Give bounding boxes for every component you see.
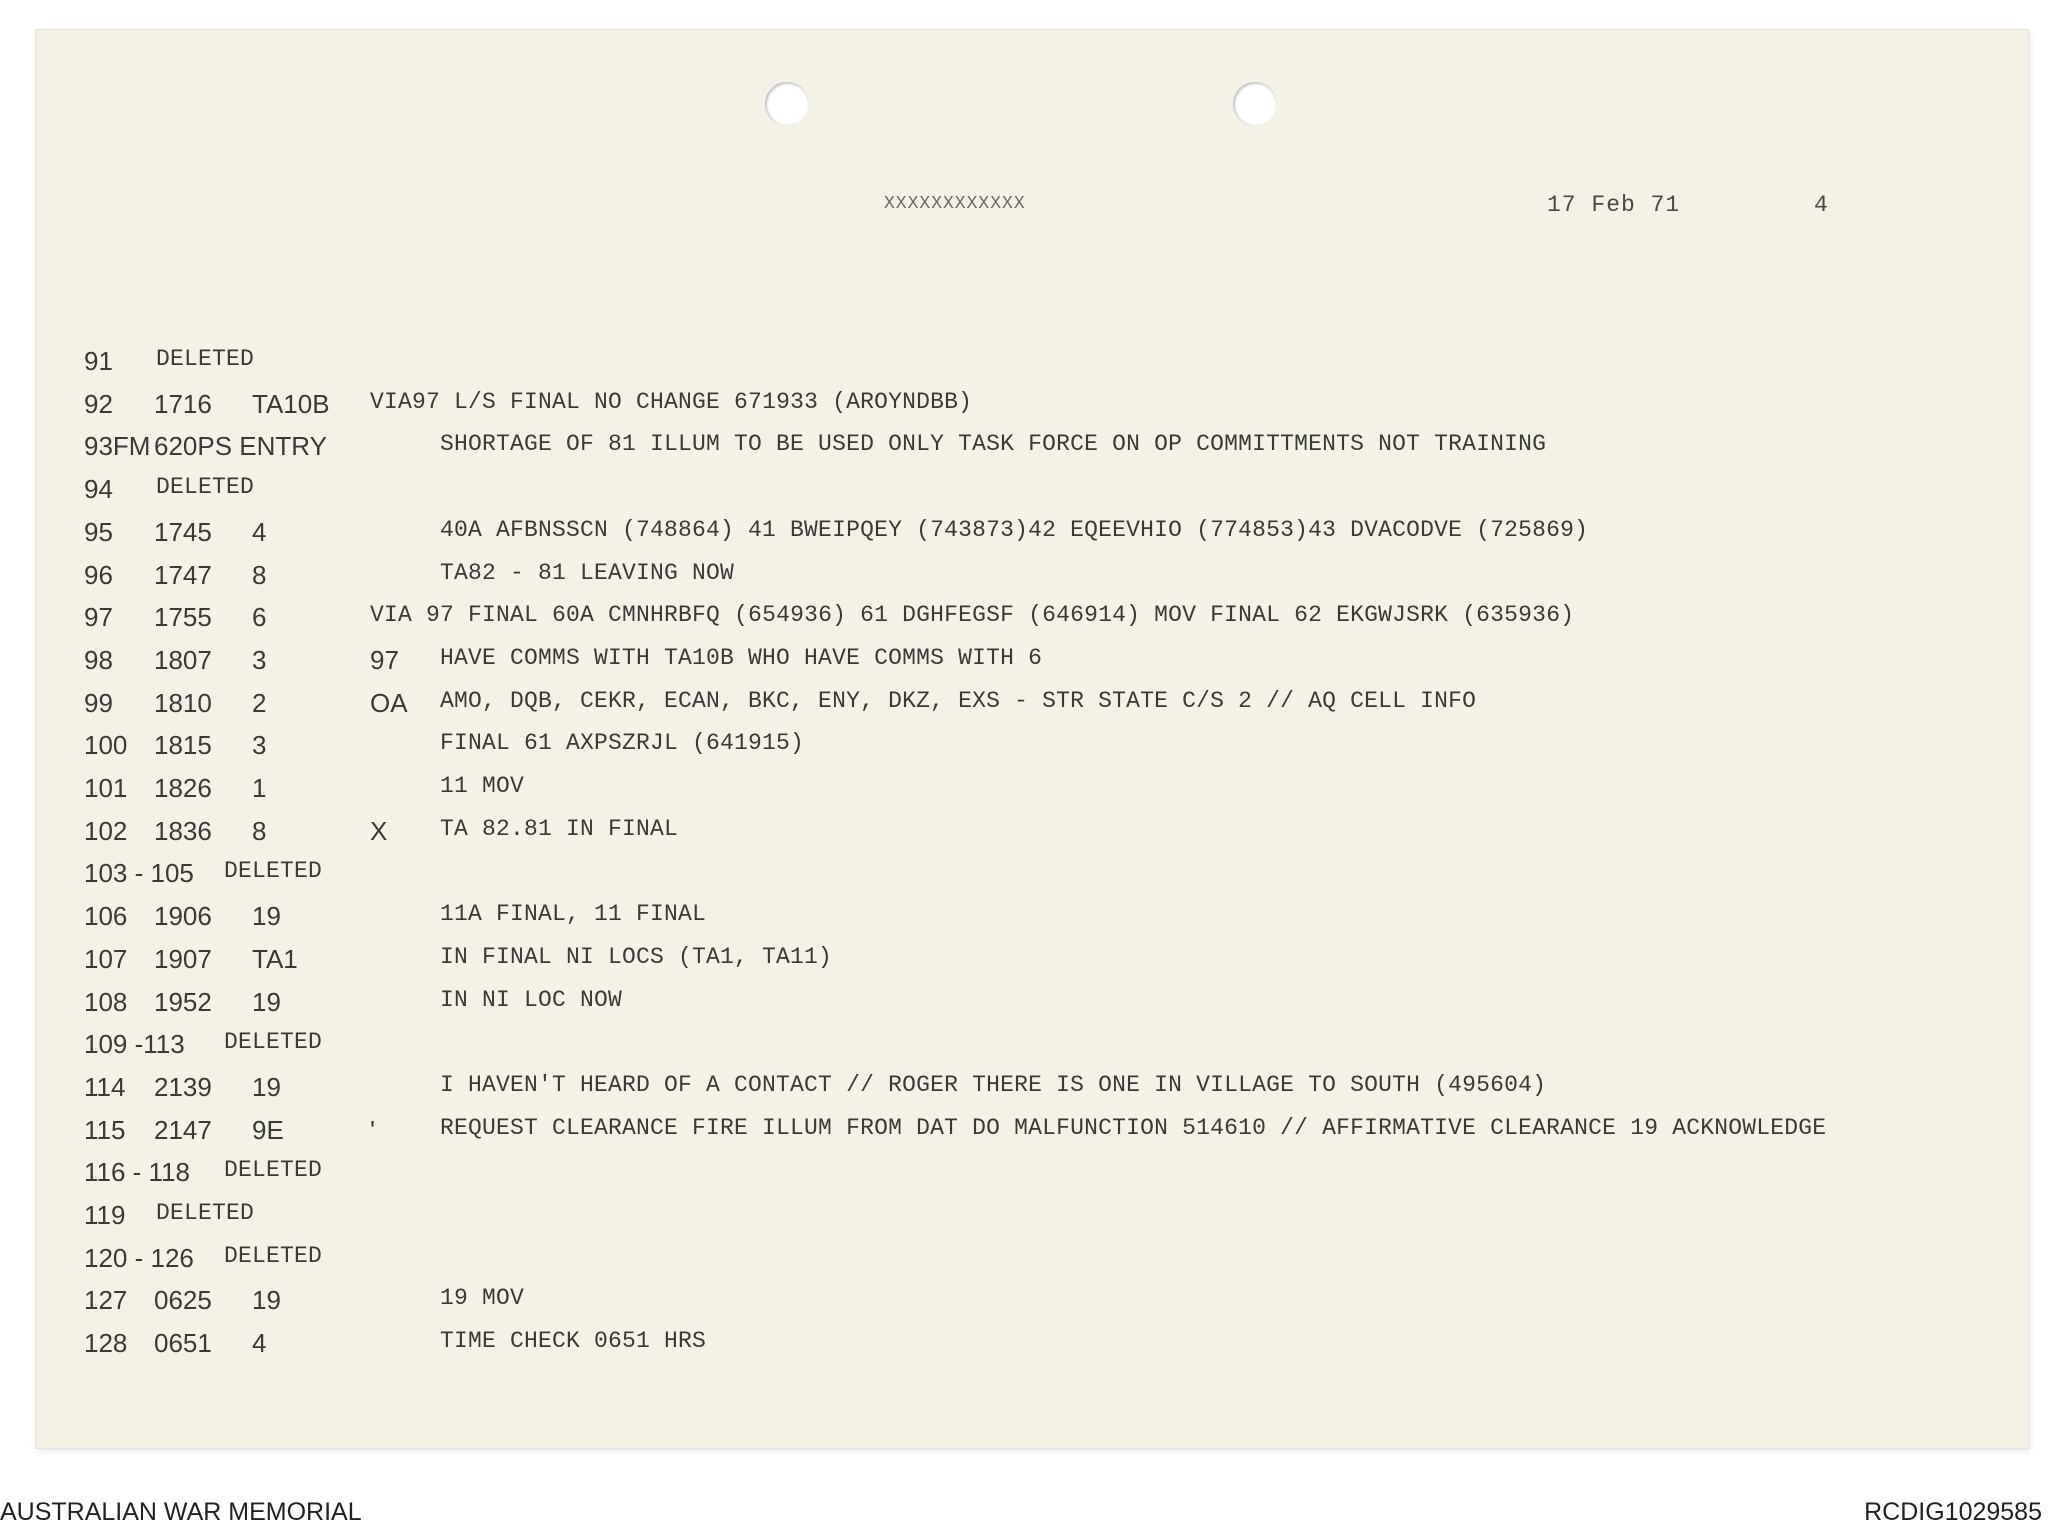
serial-number: 108 [84, 987, 128, 1017]
log-row [36, 517, 2028, 551]
serial-number: 99 [84, 688, 113, 718]
entry-text: SHORTAGE OF 81 ILLUM TO BE USED ONLY TASK FORCE ON OP COMMITTMENTS NOT TRAINING [440, 431, 1547, 457]
log-row [36, 346, 2028, 380]
serial-number: 102 [84, 816, 128, 846]
time-group: 1815 [154, 730, 212, 760]
time-group: 1826 [154, 773, 212, 803]
station: 3 [252, 730, 267, 760]
time-group: 2147 [154, 1115, 212, 1145]
log-row [36, 1200, 2028, 1234]
entry-text: TA 82.81 IN FINAL [440, 816, 679, 842]
entry-text: 19 MOV [440, 1285, 525, 1311]
entry-text: 11A FINAL, 11 FINAL [440, 901, 707, 927]
station: 4 [252, 1328, 267, 1358]
station: 8 [252, 560, 267, 590]
serial-number: 106 [84, 901, 128, 931]
footer-left: AUSTRALIAN WAR MEMORIAL [0, 1498, 362, 1526]
log-row [36, 688, 2028, 722]
time-group: 1807 [154, 645, 212, 675]
log-row [36, 1243, 2028, 1277]
time-group: 1836 [154, 816, 212, 846]
entry-text: TIME CHECK 0651 HRS [440, 1328, 707, 1354]
station: TA10B [252, 389, 330, 419]
redacted-title: XXXXXXXXXXXX [884, 194, 1026, 214]
entry-text: REQUEST CLEARANCE FIRE ILLUM FROM DAT DO MALFUNCTION 514610 // AFFIRMATIVE CLEARANCE 19 ACKNOWLEDGE [440, 1115, 1827, 1141]
station: 4 [252, 517, 267, 547]
station: 19 [252, 987, 281, 1017]
entry-text: DELETED [224, 1157, 323, 1183]
entry-text: 11 MOV [440, 773, 525, 799]
log-row [36, 730, 2028, 764]
serial-number: 97 [84, 602, 113, 632]
log-row [36, 901, 2028, 935]
log-row [36, 1157, 2028, 1191]
page-number: 4 [1814, 192, 1829, 218]
time-group: 1745 [154, 517, 212, 547]
from-station: X [370, 816, 388, 846]
time-group: 1810 [154, 688, 212, 718]
entry-text: VIA 97 FINAL 60A CMNHRBFQ (654936) 61 DGHFEGSF (646914) MOV FINAL 62 EKGWJSRK (635936) [370, 602, 1575, 628]
station: TA1 [252, 944, 298, 974]
punch-hole-right [1233, 82, 1277, 126]
log-row [36, 944, 2028, 978]
serial-number: 109 -113 [84, 1029, 185, 1059]
serial-number: 127 [84, 1285, 128, 1315]
entry-text: I HAVEN'T HEARD OF A CONTACT // ROGER THERE IS ONE IN VILLAGE TO SOUTH (495604) [440, 1072, 1547, 1098]
log-row [36, 1072, 2028, 1106]
document-date: 17 Feb 71 [1547, 192, 1681, 218]
time-group: 0651 [154, 1328, 212, 1358]
entry-text: VIA97 L/S FINAL NO CHANGE 671933 (AROYNDBB) [370, 389, 973, 415]
serial-number: 120 - 126 [84, 1243, 194, 1273]
entry-text: 40A AFBNSSCN (748864) 41 BWEIPQEY (743873)42 EQEEVHIO (774853)43 DVACODVE (725869) [440, 517, 1589, 543]
serial-number: 128 [84, 1328, 128, 1358]
log-row [36, 602, 2028, 636]
entry-text: DELETED [224, 1243, 323, 1269]
entry-text: AMO, DQB, CEKR, ECAN, BKC, ENY, DKZ, EXS - STR STATE C/S 2 // AQ CELL INFO [440, 688, 1477, 714]
time-group: 1716 [154, 389, 212, 419]
time-group: 1952 [154, 987, 212, 1017]
serial-number: 116 - 118 [84, 1157, 191, 1187]
log-row [36, 1328, 2028, 1362]
entry-text: IN FINAL NI LOCS (TA1, TA11) [440, 944, 833, 970]
station: 19 [252, 1285, 281, 1315]
time-group: 2139 [154, 1072, 212, 1102]
entry-text: DELETED [156, 474, 255, 500]
time-group: 1747 [154, 560, 212, 590]
log-row [36, 987, 2028, 1021]
station: 19 [252, 1072, 281, 1102]
entry-text: FINAL 61 AXPSZRJL (641915) [440, 730, 805, 756]
punch-hole-left [765, 82, 809, 126]
station: 8 [252, 816, 267, 846]
log-row [36, 773, 2028, 807]
time-group: 1755 [154, 602, 212, 632]
serial-number: 93FM [84, 431, 151, 461]
serial-number: 103 - 105 [84, 858, 194, 888]
station: 9E [252, 1115, 284, 1145]
from-station: 97 [370, 645, 399, 675]
serial-number: 101 [84, 773, 128, 803]
station: 19 [252, 901, 281, 931]
serial-number: 96 [84, 560, 113, 590]
log-row [36, 816, 2028, 850]
entry-text: DELETED [224, 1029, 323, 1055]
log-row [36, 858, 2028, 892]
serial-number: 92 [84, 389, 113, 419]
station: 2 [252, 688, 267, 718]
serial-number: 100 [84, 730, 128, 760]
station: 1 [252, 773, 267, 803]
serial-number: 119 [84, 1200, 126, 1230]
time-group: 1906 [154, 901, 212, 931]
log-row [36, 1029, 2028, 1063]
entry-text: HAVE COMMS WITH TA10B WHO HAVE COMMS WITH 6 [440, 645, 1043, 671]
serial-number: 95 [84, 517, 113, 547]
entry-text: TA82 - 81 LEAVING NOW [440, 560, 735, 586]
log-row [36, 431, 2028, 465]
log-row [36, 560, 2028, 594]
time-group: 0625 [154, 1285, 212, 1315]
serial-number: 114 [84, 1072, 126, 1102]
log-row [36, 474, 2028, 508]
log-row [36, 645, 2028, 679]
log-row [36, 1115, 2028, 1149]
log-row [36, 1285, 2028, 1319]
entry-text: IN NI LOC NOW [440, 987, 623, 1013]
from-station: OA [370, 688, 408, 718]
time-group: 1907 [154, 944, 212, 974]
document-page [36, 30, 2028, 1448]
serial-number: 98 [84, 645, 113, 675]
time-group: 620PS ENTRY [154, 431, 327, 461]
station: 6 [252, 602, 267, 632]
entry-text: DELETED [156, 346, 255, 372]
serial-number: 107 [84, 944, 128, 974]
entry-text: DELETED [224, 858, 323, 884]
serial-number: 94 [84, 474, 113, 504]
serial-number: 115 [84, 1115, 126, 1145]
from-station: ' [370, 1115, 375, 1145]
entry-text: DELETED [156, 1200, 255, 1226]
station: 3 [252, 645, 267, 675]
serial-number: 91 [84, 346, 113, 376]
log-row [36, 389, 2028, 423]
footer-right: RCDIG1029585 [1864, 1498, 2042, 1526]
